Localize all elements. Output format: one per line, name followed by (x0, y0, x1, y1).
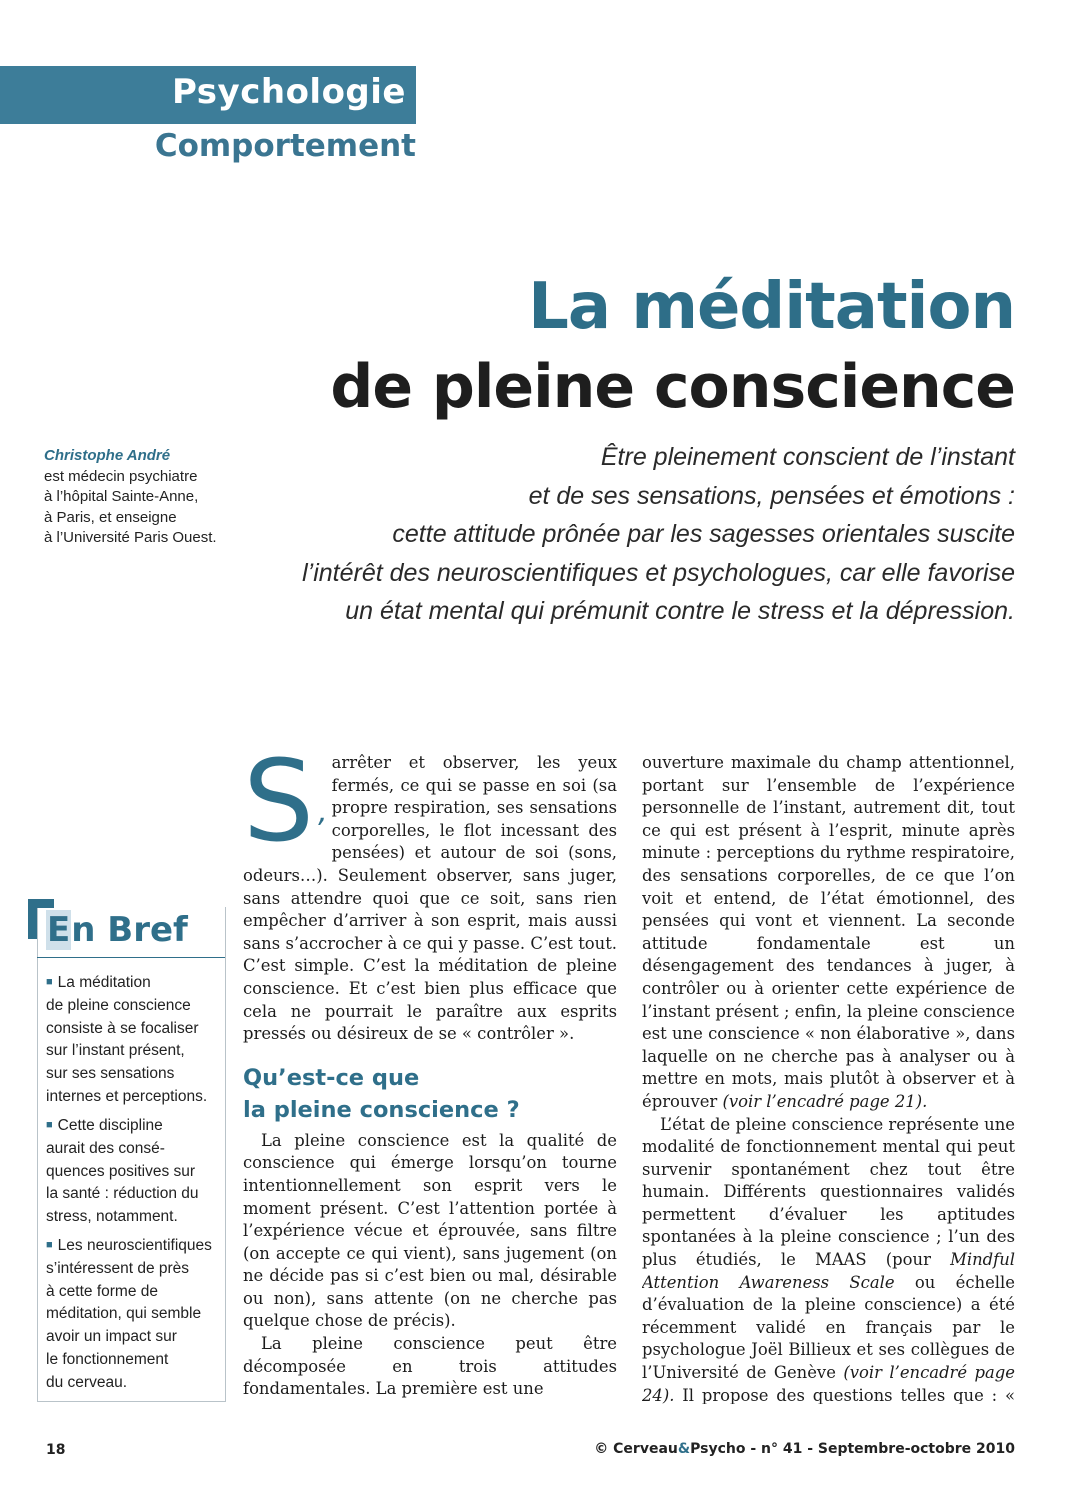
magazine-name-part: Psycho (690, 1441, 746, 1457)
en-bref-heading-rest: n Bref (71, 910, 188, 950)
en-bref-heading-initial: E (47, 910, 71, 950)
paragraph-text: ou échelle d’évaluation de la pleine conscience) a été récemment validé en français par le psychologue Joël Billieux et ses collègues de l’Université de Genève (642, 1272, 1015, 1383)
magazine-footer (594, 1441, 1015, 1457)
drop-cap-apostrophe: ’ (314, 813, 324, 848)
magazine-ampersand: & (677, 1441, 691, 1457)
page-number: 18 (46, 1442, 66, 1458)
en-bref-line: à cette forme de (46, 1282, 159, 1300)
en-bref-heading (46, 910, 188, 950)
lead-line: un état mental qui prémunit contre le stress et la dépression. (345, 597, 1015, 625)
en-bref-item (46, 1234, 222, 1395)
issue-info: - n° 41 - Septembre-octobre 2010 (750, 1441, 1015, 1457)
body-paragraph (243, 1333, 617, 1401)
en-bref-item (46, 971, 222, 1109)
en-bref-line: du cerveau. (46, 1373, 127, 1391)
body-paragraph: La pleine conscience est la qualité de conscience qui émerge lorsqu’on tourne intentionnellement son esprit vers le moment présent. C’est l’attention portée à l’expérience vécue et éprouvée, sans filtre (on accepte ce qui vient), sans jugement (on ne décide pas si c’est bien ou mal, désirable ou non), sans attente (on ne cherche pas quelque chose de précis). (243, 1130, 617, 1331)
body-paragraph-continued (642, 752, 1015, 1114)
en-bref-line: quences positives sur (46, 1162, 196, 1180)
en-bref-line: internes et perceptions. (46, 1087, 208, 1105)
en-bref-divider (37, 957, 225, 958)
en-bref-line: Les neuroscientifiques (57, 1237, 212, 1254)
square-bullet-icon: ■ (46, 1119, 53, 1131)
paragraph-text: Il propose des questions telles que : « (682, 1385, 1015, 1404)
subrubric-title: Comportement (154, 128, 416, 164)
rubric-title: Psychologie (171, 72, 406, 112)
author-bio-line: à l’Université Paris Ouest. (44, 529, 217, 546)
paragraph-text: arrêter et observer, les yeux fermés, ce qui se passe en soi (sa propre respiration, ses sensations corporelles, le flot incessant des pensées) et autour de soi (sons, odeurs…). Seulement observer, sans juger, sans attendre quoi que ce soit, sans rien empêcher d’arriver à son esprit, mais aussi sans s’accrocher à ce qui y passe. C’est tout. C’est simple. C’est la méditation de pleine conscience. Et c’est bien plus efficace que cela ne pourrait le paraître aux esprits pressés ou désireux de se « contrôler ». (243, 753, 617, 1044)
subheading-line: la pleine conscience ? (243, 1096, 520, 1123)
paragraph-text: ouverture maximale du champ attentionnel, portant sur l’ensemble de l’expérience personnelle de l’instant, autrement dit, tout ce qui est présent à l’esprit, minute après minute : perceptions du rythme respiratoire, des sensations corporelles, de ce que l’on voit et entend, de l’état émotionnel, des pensées qui vont et viennent. La seconde attitude fondamentale est un désengagement des tendances à juger, à contrôler ou à orienter cette expérience de l’instant présent ; enfin, la pleine conscience est une conscience « non élaborative », dans laquelle on ne cherche pas à analyser ou à mettre en mots, mais plutôt à observer et à éprouver (642, 753, 1015, 1111)
section-subheading (243, 1062, 617, 1126)
en-bref-line: sur ses sensations (46, 1065, 175, 1083)
lead-line: cette attitude prônée par les sagesses orientales suscite (392, 520, 1015, 548)
body-paragraph (243, 737, 617, 1046)
body-column-2 (642, 752, 1015, 1404)
subheading-line: Qu’est-ce que (243, 1064, 420, 1091)
author-bio-line: est médecin psychiatre (44, 467, 198, 485)
copyright-symbol: © (594, 1441, 609, 1457)
article-title-line-2: de pleine conscience (330, 352, 1015, 422)
en-bref-line: stress, notamment. (46, 1208, 178, 1226)
en-bref-line: Cette discipline (57, 1117, 163, 1134)
en-bref-line: le fonctionnement (46, 1350, 169, 1368)
en-bref-line: méditation, qui semble (46, 1305, 202, 1323)
cross-reference: (voir l’encadré page 21). (722, 1091, 928, 1111)
en-bref-line: avoir un impact sur (46, 1328, 177, 1346)
paragraph-text: La pleine conscience peut être décomposée en trois attitudes fondamentales. La première est une (243, 1334, 617, 1399)
square-bullet-icon: ■ (46, 1239, 53, 1251)
en-bref-line: aurait des consé- (46, 1139, 165, 1157)
body-column-1 (243, 737, 617, 1401)
en-bref-corner-mark (28, 899, 54, 908)
en-bref-line: sur l’instant présent, (46, 1042, 185, 1060)
paragraph-text: L’état de pleine conscience représente une modalité de fonctionnement mental qui peut survenir spontanément chez tout être humain. Différents questionnaires validés permettent d’évaluer les aptitudes spontanées à la pleine conscience ; l’un des plus étudiés, le (642, 1114, 1015, 1270)
author-name: Christophe André (44, 447, 171, 464)
article-lead (255, 438, 1015, 631)
magazine-name-part: Cerveau (613, 1441, 678, 1457)
cross-reference: (voir l’encadré page 24). (642, 1363, 1015, 1404)
article-title-line-1: La méditation (528, 270, 1015, 344)
drop-cap (243, 737, 324, 867)
en-bref-line: consiste à se focaliser (46, 1019, 199, 1037)
lead-line: et de ses sensations, pensées et émotions : (528, 481, 1015, 510)
en-bref-line: La méditation (57, 974, 151, 991)
paragraph-text: (pour (885, 1250, 931, 1270)
en-bref-line: s’intéressent de près (46, 1259, 190, 1277)
en-bref-line: la santé : réduction du (46, 1185, 199, 1203)
author-bio-line: à l’hôpital Sainte-Anne, (44, 488, 199, 505)
square-bullet-icon: ■ (46, 976, 53, 988)
lead-line: Être pleinement conscient de l’instant (600, 443, 1015, 471)
rubric-band (0, 66, 416, 124)
author-bio-line: à Paris, et enseigne (44, 508, 177, 526)
author-info (44, 446, 244, 549)
en-bref-item (46, 1114, 222, 1229)
acronym: MAAS (814, 1250, 867, 1270)
lead-line: l’intérêt des neuroscientifiques et psychologues, car elle favorise (302, 558, 1015, 587)
body-paragraph (642, 1114, 1015, 1405)
drop-cap-letter: S (243, 737, 315, 867)
en-bref-line: de pleine conscience (46, 996, 191, 1014)
scale-name: Mindful Attention Awareness Scale (642, 1250, 1015, 1292)
